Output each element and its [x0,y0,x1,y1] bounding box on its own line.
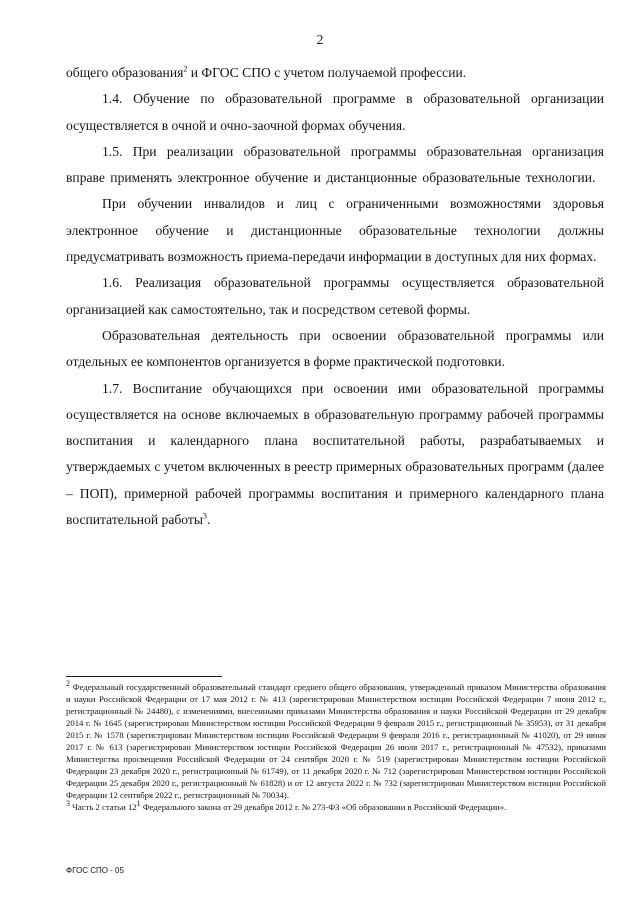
footnote-3 [66,801,606,813]
page-number: 2 [316,32,324,47]
paragraph-text: . [206,512,211,528]
footnote-text: Федеральный государственный образовательный стандарт среднего общего образования, утвержденный приказом Министерства образования и науки Российской Федерации от 17 мая 2012 г. № 413 (зарегистрирован Министерством юстиции Российской Федерации 7 июня 2012 г., регистрационный № 24480), с изменениями, внесенными приказами Министерства образования и науки Российской Федерации от 29 декабря 2014 г. № 1645 (зарегистрирован Министерством юстиции Российской Федерации 9 февраля 2015 г., регистрационный № 35953), от 31 декабря 2015 г. № 1578 (зарегистрирован Министерством юстиции Российской Федерации 9 февраля 2016 г., регистрационный № 41020), от 29 июня 2017 г. № 613 (зарегистрирован Министерством юстиции Российской Федерации 26 июля 2017 г., регистрационный № 47532), приказами Министерства просвещения Российской Федерации от 24 сентября 2020 г. № 519 (зарегистрирован Министерством юстиции Российской Федерации 23 декабря 2020 г., регистрационный № 61749), от 11 декабря 2020 г. № 712 (зарегистрирован Министерством юстиции Российской Федерации 25 декабря 2020 г., регистрационный № 61828) и от 12 августа 2022 г. № 732 (зарегистрирован Министерством юстиции Российской Федерации 12 сентября 2022 г., регистрационный № 70034). [66,682,606,801]
paragraph-text: общего образования [66,65,184,80]
footnote-separator [66,676,222,677]
main-text [66,60,604,533]
footnote-marker: 2 [66,679,70,689]
footnote-marker: 3 [66,799,70,809]
footnote-ref-2: 2 [183,64,188,74]
paragraph-text: 1.7. Воспитание обучающихся при освоении ими образовательной программы осуществляется на основе включаемых в образовательную программу рабочей программы воспитания и календарного плана воспитательной работы, разрабатываемых и утверждаемых с учетом включенных в реестр примерных образовательных программ (далее – ПОП), примерной рабочей программы воспитания и примерного календарного плана воспитательной работы [66,380,604,528]
footnote-ref-3: 3 [202,511,207,521]
paragraph-text: и ФГОС СПО с учетом получаемой профессии. [187,65,467,80]
article-superscript: 1 [136,799,141,809]
footnotes [66,681,606,814]
paragraph-practical-training: Образовательная деятельность при освоении образовательной программы или отдельных ее компонентов организуется в форме практической подготовки. [66,327,604,370]
footnote-text: Федерального закона от 29 декабря 2012 г. № 273-ФЗ «Об образовании в Российской Федерации». [140,802,507,813]
footnote-2 [66,681,606,801]
paragraph-1-5: 1.5. При реализации образовательной программы образовательная организация вправе применять электронное обучение и дистанционные образовательные технологии. [66,143,604,186]
footnote-text: Часть 2 статьи 12 [70,802,137,813]
paragraph-disabled-learners: При обучении инвалидов и лиц с ограниченными возможностями здоровья электронное обучение и дистанционные образовательные технологии должны предусматривать возможность приема-передачи информации в доступных для них формах. [66,196,604,265]
document-code: ФГОС СПО - 05 [66,866,124,875]
paragraph-1-4: 1.4. Обучение по образовательной программе в образовательной организации осуществляется в очной и очно-заочной формах обучения. [66,91,604,133]
paragraph-1-7 [66,376,604,534]
paragraph-1-6: 1.6. Реализация образовательной программы осуществляется образовательной организацией как самостоятельно, так и посредством сетевой формы. [66,275,604,317]
paragraph-continuation [66,60,604,86]
